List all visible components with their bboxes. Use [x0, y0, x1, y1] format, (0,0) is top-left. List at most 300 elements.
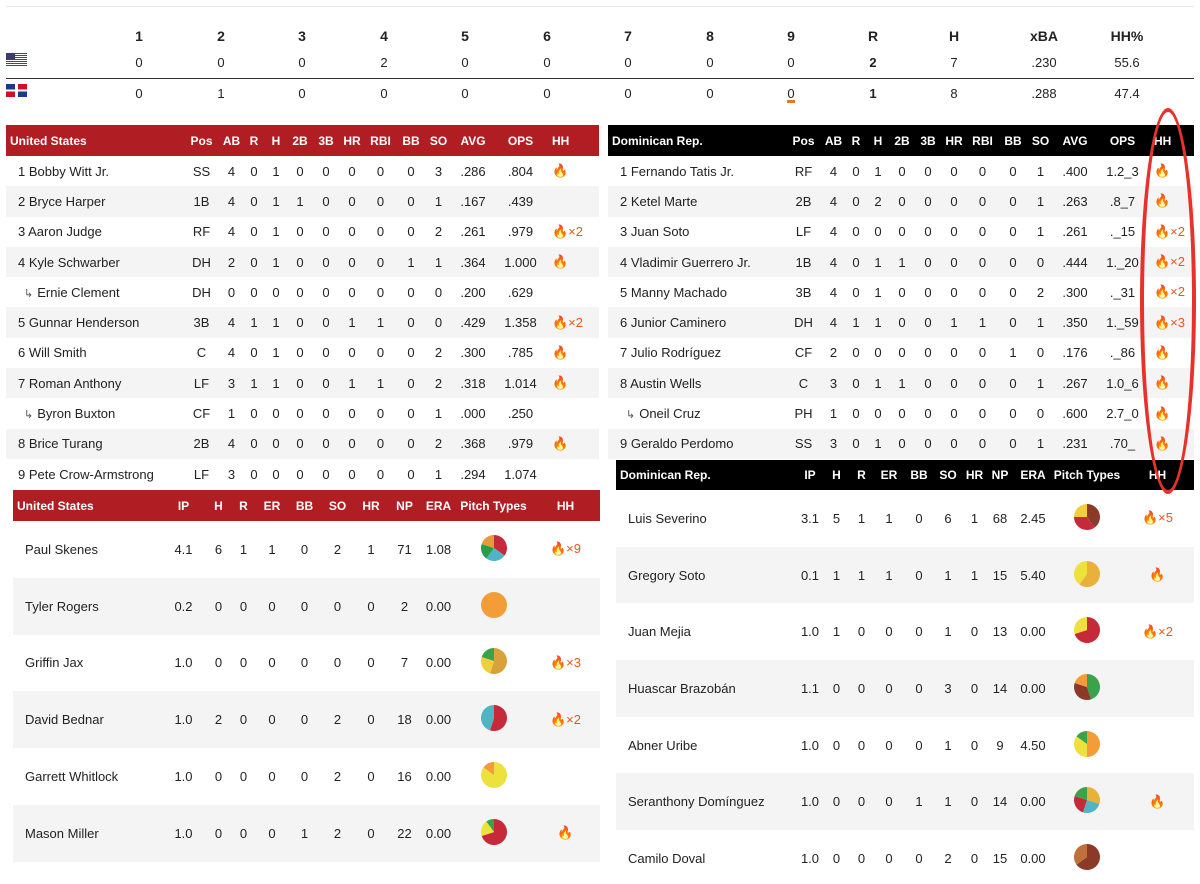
stat-cell: 0 [950, 406, 958, 422]
stat-cell: 0 [376, 284, 385, 300]
pitcher-name[interactable]: Paul Skenes [25, 541, 98, 557]
player-name[interactable] [608, 429, 785, 459]
pitch-types-pie [1053, 717, 1121, 774]
player-row[interactable] [608, 156, 1194, 186]
stat-cell: 0 [288, 578, 321, 635]
hard-hit-fire-icon: 🔥×2 [1154, 223, 1186, 239]
stat-cell: 2B [785, 186, 822, 216]
stat-cell: 0 [978, 406, 987, 422]
player-row[interactable] [6, 247, 599, 277]
stat-cell: 2.45 [1020, 510, 1046, 526]
player-name[interactable] [6, 307, 183, 337]
column-header: R [243, 125, 265, 156]
stat-cell: 0 [874, 773, 904, 830]
player-name[interactable] [608, 368, 785, 398]
hard-hit-fire-icon: 🔥 [546, 247, 599, 277]
stat-cell: 1.0 [174, 769, 193, 785]
stat-cell: 0 [396, 186, 426, 216]
stat-cell: 1 [339, 368, 365, 398]
stat-cell: 15 [992, 850, 1008, 866]
stat-cell: 1 [904, 773, 934, 830]
stat-cell: 0 [924, 284, 932, 300]
pitcher-row[interactable] [616, 547, 1194, 604]
column-header: IP [161, 490, 206, 521]
stat-cell: 0 [962, 660, 987, 717]
player-row[interactable] [608, 277, 1194, 307]
player-name-text: 2 Bryce Harper [18, 193, 106, 209]
column-header: AB [220, 125, 243, 156]
stat-cell: 1 [1036, 163, 1045, 179]
stat-cell: 2 [206, 691, 231, 748]
stat-cell: 1 [287, 186, 313, 216]
stat-cell: 0.00 [425, 655, 452, 671]
stat-cell: 0 [852, 345, 860, 361]
stat-cell: 2 [333, 541, 342, 557]
stat-cell: 0 [849, 660, 874, 717]
hard-hit-fire-icon: 🔥 [1148, 368, 1194, 398]
dr-flag-icon [6, 84, 27, 97]
stat-cell: 0 [978, 224, 987, 240]
stat-cell: 1 [265, 307, 287, 337]
hard-hit-fire-icon: 🔥 [531, 805, 600, 862]
pitch-types-pie [1053, 830, 1121, 884]
stat-cell: 1 [272, 163, 280, 179]
stat-cell: .429 [451, 307, 495, 337]
player-name[interactable] [6, 368, 183, 398]
stat-cell: 0 [852, 163, 860, 179]
hard-hit-fire-icon: 🔥 [552, 163, 569, 179]
column-header: BB [288, 490, 321, 521]
pitcher-name[interactable]: Juan Mejia [628, 624, 691, 640]
stat-cell: 0 [857, 737, 866, 753]
column-header: Pitch Types [456, 490, 531, 521]
stat-cell: .804 [507, 163, 534, 179]
stat-cell: 0 [889, 307, 915, 337]
stat-cell: .439 [495, 186, 546, 216]
stat-cell: 1.08 [425, 541, 452, 557]
player-name[interactable] [6, 217, 183, 247]
stat-cell: 4 [829, 224, 838, 240]
stat-cell: 0 [268, 769, 276, 785]
player-row[interactable] [6, 398, 599, 428]
stat-cell: 1.0 [800, 850, 820, 866]
hard-hit-fire-icon: 🔥×2 [1154, 284, 1186, 300]
pitch-types-pie [1053, 603, 1121, 660]
stat-cell: 0 [250, 284, 258, 300]
player-name[interactable] [608, 398, 785, 428]
stat-cell: 1.1 [796, 660, 824, 717]
stat-cell: .979 [495, 429, 546, 459]
column-header: ER [256, 490, 288, 521]
pitch-types-pie-chart [1073, 730, 1101, 761]
player-name[interactable] [6, 156, 183, 186]
stat-cell: .167 [451, 186, 495, 216]
stat-cell: 1.0 [800, 624, 820, 640]
stat-cell: 0 [852, 224, 860, 240]
stat-cell: 0 [407, 345, 415, 361]
column-header: AB [822, 125, 845, 156]
stat-cell: 1 [941, 307, 967, 337]
stat-cell: 1.2_3 [1106, 163, 1139, 179]
substitute-arrow-icon: ↳ [24, 409, 34, 422]
stat-cell: 0 [915, 186, 941, 216]
stat-cell: 1 [885, 510, 893, 526]
stat-cell: 1 [265, 368, 287, 398]
column-header: H [867, 125, 889, 156]
column-header: AVG [451, 125, 495, 156]
player-name[interactable] [6, 398, 183, 428]
pitcher-row[interactable] [13, 691, 600, 748]
stat-cell: 0 [898, 345, 906, 361]
stat-cell: 1 [1009, 345, 1017, 361]
stat-cell: 1 [970, 510, 979, 526]
player-row[interactable] [6, 277, 599, 307]
pitcher-row[interactable] [616, 490, 1194, 547]
stat-cell: 1 [272, 224, 280, 240]
column-header: HR [941, 125, 967, 156]
stat-cell: 0 [998, 429, 1028, 459]
stat-cell: 0 [243, 247, 265, 277]
stat-cell: RF [794, 163, 813, 179]
stat-cell: 1.000 [495, 247, 546, 277]
column-header: BB [904, 460, 934, 490]
player-row[interactable] [608, 368, 1194, 398]
player-name[interactable] [608, 338, 785, 368]
stat-cell: LF [795, 224, 812, 240]
stat-cell: 68 [992, 510, 1008, 526]
pitcher-row[interactable] [616, 830, 1194, 884]
stat-cell: 0 [407, 224, 415, 240]
player-name[interactable] [608, 247, 785, 277]
column-header: 3B [915, 125, 941, 156]
player-name-text: 2 Ketel Marte [620, 193, 698, 209]
stat-cell: 0 [206, 805, 231, 862]
player-row[interactable] [608, 429, 1194, 459]
player-name[interactable] [6, 277, 183, 307]
linescore-cell: .230 [1031, 55, 1057, 70]
stat-cell: 0 [915, 737, 923, 753]
stat-cell: 0 [231, 691, 256, 748]
stat-cell: 0 [322, 406, 330, 422]
pitch-types-pie-chart [1073, 786, 1101, 817]
pitcher-row[interactable] [13, 635, 600, 692]
stat-cell: 1 [265, 186, 287, 216]
stat-cell: 0 [824, 660, 849, 717]
player-name-text: 5 Manny Machado [620, 284, 727, 300]
stat-cell: 0 [950, 345, 958, 361]
player-row[interactable] [6, 338, 599, 368]
stat-cell: 0 [313, 247, 339, 277]
stat-cell: ._31 [1109, 284, 1136, 300]
stat-cell: 1 [962, 547, 987, 604]
player-name[interactable] [6, 459, 183, 489]
stat-cell: 0 [898, 224, 906, 240]
stat-cell: 1 [874, 163, 882, 179]
hard-hit-fire-icon [546, 398, 599, 428]
player-row[interactable] [608, 186, 1194, 216]
stat-cell: 0 [313, 186, 339, 216]
column-header: Pitch Types [1053, 460, 1121, 490]
stat-cell: 0 [396, 429, 426, 459]
stat-cell: .261 [460, 224, 486, 240]
stat-cell: 2 [426, 368, 451, 398]
column-header: ERA [1013, 460, 1053, 490]
stat-cell: 0 [998, 368, 1028, 398]
linescore-cell: 47.4 [1114, 86, 1140, 101]
stat-cell: 0 [321, 578, 354, 635]
us-flag-icon [6, 53, 27, 66]
stat-cell: 0 [256, 691, 288, 748]
player-name-text: Oneil Cruz [639, 406, 701, 422]
hard-hit-fire-icon: 🔥×2 [552, 223, 584, 239]
stat-cell: 14 [987, 773, 1013, 830]
stat-cell: 0 [915, 307, 941, 337]
linescore-header: 8 [706, 28, 714, 44]
substitute-arrow-icon: ↳ [626, 409, 636, 422]
stat-cell: 1._59 [1097, 307, 1148, 337]
player-name[interactable] [6, 338, 183, 368]
pitcher-name[interactable]: Abner Uribe [628, 737, 698, 753]
player-name-text: 4 Vladimir Guerrero Jr. [620, 254, 751, 270]
player-name-text: 4 Kyle Schwarber [18, 254, 120, 270]
stat-cell: 0 [367, 769, 375, 785]
linescore-cell: 0 [135, 86, 143, 101]
stat-cell: 0.00 [421, 691, 456, 748]
stat-cell: 0 [1036, 345, 1045, 361]
stat-cell: 0 [288, 691, 321, 748]
stat-cell: .318 [451, 368, 495, 398]
stat-cell: 0 [407, 466, 415, 482]
stat-cell: 0 [272, 406, 280, 422]
player-name[interactable] [6, 247, 183, 277]
player-name[interactable] [608, 186, 785, 216]
stat-cell: 2 [1036, 284, 1045, 300]
player-row[interactable] [6, 186, 599, 216]
pitcher-name[interactable]: Luis Severino [628, 510, 707, 526]
pitcher-name[interactable]: Huascar Brazobán [616, 660, 796, 717]
stat-cell: 0 [941, 186, 967, 216]
stat-cell: 0 [322, 466, 330, 482]
column-header: HH [1148, 125, 1194, 156]
stat-cell: .979 [507, 224, 534, 240]
linescore-cell: 0 [543, 86, 551, 101]
player-name[interactable] [608, 277, 785, 307]
pitcher-row[interactable] [13, 805, 600, 862]
pitcher-name[interactable]: Camilo Doval [628, 850, 706, 866]
pitcher-name[interactable]: Gregory Soto [616, 547, 796, 604]
stat-cell: .200 [460, 284, 486, 300]
stat-cell: 1 [243, 307, 265, 337]
stat-cell: 0 [250, 224, 258, 240]
stat-cell: 0 [322, 163, 330, 179]
stat-cell: 0 [885, 737, 893, 753]
stat-cell: PH [794, 406, 813, 422]
stat-cell: 0 [296, 406, 304, 422]
hard-hit-fire-icon: 🔥 [1154, 405, 1171, 421]
pitcher-name[interactable]: Griffin Jax [25, 655, 84, 671]
stat-cell: 3.1 [800, 510, 820, 526]
column-header: Pos [183, 125, 220, 156]
column-header: NP [388, 490, 421, 521]
dr-batting-table [608, 125, 1194, 459]
player-name[interactable] [608, 156, 785, 186]
stat-cell: 0.00 [1013, 773, 1053, 830]
stat-cell: .267 [1053, 368, 1097, 398]
stat-cell: 0 [857, 850, 866, 866]
stat-cell: 0 [272, 284, 280, 300]
stat-cell: 4.50 [1020, 737, 1046, 753]
stat-cell: 1.0 [161, 691, 206, 748]
stat-cell: 0 [915, 510, 923, 526]
hard-hit-fire-icon [546, 277, 599, 307]
stat-cell: 0 [915, 850, 923, 866]
stat-cell: .261 [1062, 224, 1088, 240]
stat-cell: 6 [944, 510, 952, 526]
linescore-header: 4 [380, 28, 388, 44]
pitcher-row[interactable] [13, 578, 600, 635]
stat-cell: 0 [339, 429, 365, 459]
stat-cell: DH [183, 247, 220, 277]
stat-cell: DH [192, 284, 211, 300]
pitcher-row[interactable] [616, 773, 1194, 830]
stat-cell: 0 [256, 805, 288, 862]
stat-cell: 0 [354, 805, 388, 862]
pitch-types-pie [456, 691, 531, 748]
pitch-types-pie [1053, 490, 1121, 547]
player-row[interactable] [608, 217, 1194, 247]
stat-cell: 0 [845, 368, 867, 398]
pitch-types-pie-chart [480, 534, 508, 565]
stat-cell: 22 [388, 805, 421, 862]
stat-cell: 0 [832, 850, 841, 866]
stat-cell: 1 [434, 406, 443, 422]
stat-cell: 0 [348, 224, 356, 240]
pitcher-row[interactable] [616, 717, 1194, 774]
linescore-header: 3 [298, 28, 306, 44]
pitcher-name[interactable]: Mason Miller [13, 805, 161, 862]
player-name-text: Byron Buxton [37, 406, 116, 422]
column-header: R [849, 460, 874, 490]
stat-cell: 1 [874, 547, 904, 604]
linescore-cell: 0 [706, 55, 714, 70]
stat-cell: 4 [227, 345, 236, 361]
stat-cell: SS [785, 429, 822, 459]
player-row[interactable] [6, 217, 599, 247]
stat-cell: 4 [227, 224, 236, 240]
column-header: H [206, 490, 231, 521]
player-row[interactable] [6, 459, 599, 489]
stat-cell: 4 [822, 247, 845, 277]
stat-cell: 5 [832, 510, 841, 526]
stat-cell: 0 [924, 406, 932, 422]
stat-cell: 1 [824, 547, 849, 604]
player-row[interactable] [608, 338, 1194, 368]
stat-cell: 2B [183, 429, 220, 459]
stat-cell: 0 [941, 429, 967, 459]
player-row[interactable] [608, 307, 1194, 337]
player-name[interactable] [608, 217, 785, 247]
player-name[interactable] [6, 429, 183, 459]
pitch-types-pie-chart [480, 591, 508, 622]
stat-cell: 1 [396, 247, 426, 277]
pitcher-row[interactable] [13, 748, 600, 805]
stat-cell: 0 [313, 368, 339, 398]
stat-cell: 0 [300, 541, 309, 557]
stat-cell: 0 [852, 284, 860, 300]
stat-cell: 3 [934, 660, 962, 717]
hard-hit-fire-icon: 🔥 [1148, 186, 1194, 216]
stat-cell: 0 [970, 624, 979, 640]
linescore-cell: 7 [950, 55, 958, 70]
stat-cell: 0 [376, 163, 385, 179]
column-header: SO [1028, 125, 1053, 156]
stat-cell: .8_7 [1097, 186, 1148, 216]
stat-cell: 0 [852, 406, 860, 422]
column-header: HH [546, 125, 599, 156]
player-row[interactable] [6, 156, 599, 186]
linescore-cell: 0 [787, 55, 795, 70]
pitcher-row[interactable] [616, 660, 1194, 717]
stat-cell: 1 [829, 406, 838, 422]
player-row[interactable] [6, 307, 599, 337]
column-header: R [845, 125, 867, 156]
hard-hit-fire-icon: 🔥×2 [531, 691, 600, 748]
column-header: H [824, 460, 849, 490]
pitcher-name[interactable]: Garrett Whitlock [25, 769, 119, 785]
hard-hit-fire-icon: 🔥×9 [549, 541, 581, 557]
stat-cell: 0 [978, 284, 987, 300]
pitcher-name[interactable]: Tyler Rogers [13, 578, 161, 635]
stat-cell: 0 [243, 429, 265, 459]
linescore-cell: 0 [543, 55, 551, 70]
player-row[interactable] [6, 368, 599, 398]
stat-cell: 16 [397, 769, 412, 785]
stat-cell: 0 [824, 773, 849, 830]
stat-cell: 2 [220, 247, 243, 277]
player-name[interactable] [608, 307, 785, 337]
stat-cell: 0 [924, 163, 932, 179]
pitcher-name[interactable]: David Bednar [13, 691, 161, 748]
hard-hit-fire-icon: 🔥×3 [549, 654, 581, 670]
stat-cell: 0 [268, 655, 276, 671]
stat-cell: 0 [950, 163, 958, 179]
stat-cell: 0 [367, 655, 375, 671]
stat-cell: 0 [300, 769, 309, 785]
pitcher-row[interactable] [13, 521, 600, 578]
player-row[interactable] [6, 429, 599, 459]
pitcher-name[interactable]: Seranthony Domínguez [616, 773, 796, 830]
stat-cell: 0.00 [425, 769, 452, 785]
linescore-cell: 2 [380, 55, 388, 70]
column-header: AVG [1053, 125, 1097, 156]
stat-cell: 0 [296, 466, 304, 482]
stat-cell: 1.0 [174, 655, 193, 671]
stat-cell: .300 [460, 345, 486, 361]
stat-cell: 0 [322, 284, 330, 300]
player-row[interactable] [608, 398, 1194, 428]
player-name-text: 9 Pete Crow-Armstrong [18, 466, 154, 482]
dr-pitching-table [616, 460, 1194, 884]
pitcher-row[interactable] [616, 603, 1194, 660]
player-row[interactable] [608, 247, 1194, 277]
player-name[interactable] [6, 186, 183, 216]
stat-cell: 0 [915, 429, 941, 459]
pitch-types-pie [456, 521, 531, 578]
stat-cell: 4 [220, 429, 243, 459]
linescore-header: 6 [543, 28, 551, 44]
stat-cell: 1 [944, 737, 952, 753]
stat-cell: 0 [376, 224, 385, 240]
